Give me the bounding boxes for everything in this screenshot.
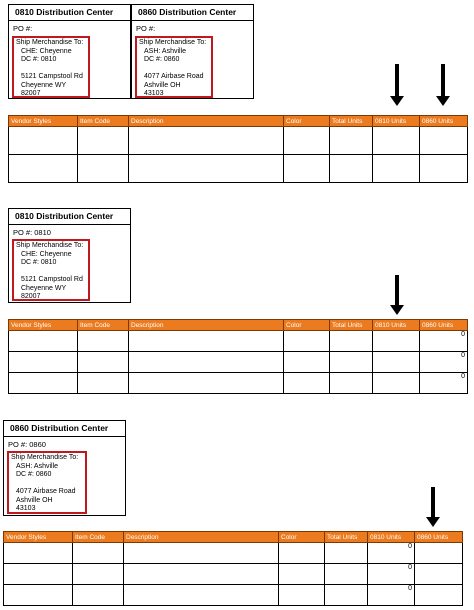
cell[interactable] [78,127,129,155]
table-row [9,331,468,352]
col-item-code: Item Code [78,320,129,331]
cell[interactable] [330,127,373,155]
cell[interactable] [325,585,368,606]
cell[interactable] [9,373,78,394]
col-total-units: Total Units [330,320,373,331]
cell[interactable] [124,543,279,564]
cell-0860-units[interactable]: 0 [420,373,468,394]
dc-box-0860 [3,420,126,516]
dc-title: 0810 Distribution Center [9,5,130,21]
cell[interactable] [373,373,420,394]
cell-0810-units[interactable]: 0 [368,585,415,606]
dc-box-0810 [8,208,131,303]
po-number-label: PO #: [13,24,33,33]
down-arrow-icon-0810 [390,64,404,106]
table-row [9,373,468,394]
cell[interactable] [373,331,420,352]
ship-to-address [7,451,87,514]
cell[interactable] [284,127,330,155]
cell[interactable] [129,155,284,183]
ship-store: ASH: Ashville [144,47,187,55]
cell[interactable] [129,331,284,352]
col-vendor-styles: Vendor Styles [9,116,78,127]
col-0860-units: 0860 Units [420,320,468,331]
cell[interactable] [9,331,78,352]
cell[interactable] [78,331,129,352]
col-description: Description [124,532,279,543]
cell[interactable] [420,155,468,183]
col-0810-units: 0810 Units [373,320,420,331]
ship-city-state: Cheyenne WY [21,81,67,89]
ship-to-address [12,239,90,301]
cell[interactable] [415,564,463,585]
col-0860-units: 0860 Units [420,116,468,127]
cell[interactable] [330,331,373,352]
cell[interactable] [330,155,373,183]
col-total-units: Total Units [325,532,368,543]
po-number-label: PO #: [136,24,156,33]
ship-street: 4077 Airbase Road [144,73,204,80]
ship-zip: 82007 [21,90,41,97]
cell-0860-units[interactable]: 0 [420,352,468,373]
cell[interactable] [78,352,129,373]
col-description: Description [129,116,284,127]
ship-heading: Ship Merchandise To: [11,454,79,461]
cell[interactable] [78,155,129,183]
cell[interactable] [129,352,284,373]
cell[interactable] [373,155,420,183]
dc-title: 0810 Distribution Center [9,209,130,225]
cell[interactable] [9,155,78,183]
table-row [9,127,468,155]
cell[interactable] [129,373,284,394]
col-color: Color [284,320,330,331]
ship-dc-number: DC #: 0860 [144,56,180,63]
col-description: Description [129,320,284,331]
cell[interactable] [330,373,373,394]
cell[interactable] [73,543,124,564]
dc-box-0810-top [8,4,131,99]
col-vendor-styles: Vendor Styles [4,532,73,543]
cell[interactable] [78,373,129,394]
ship-city-state: Cheyenne WY [21,284,67,292]
dc-title: 0860 Distribution Center [4,421,125,437]
cell[interactable] [4,585,73,606]
col-0810-units: 0810 Units [368,532,415,543]
col-item-code: Item Code [73,532,124,543]
col-vendor-styles: Vendor Styles [9,320,78,331]
ship-city-state: Ashville OH [144,81,181,89]
ship-city-state: Ashville OH [16,496,53,504]
cell[interactable] [279,564,325,585]
ship-to-address [12,36,90,98]
cell[interactable] [373,127,420,155]
ship-heading: Ship Merchandise To: [16,39,84,46]
cell[interactable] [420,127,468,155]
table-header-row [9,320,468,331]
table-row [4,543,463,564]
cell[interactable] [284,373,330,394]
cell[interactable] [73,585,124,606]
ship-zip: 43103 [144,90,164,97]
table-header-row [4,532,463,543]
cell[interactable] [9,127,78,155]
ship-to-address [135,36,213,98]
col-0860-units: 0860 Units [415,532,463,543]
ship-heading: Ship Merchandise To: [16,242,84,249]
ship-zip: 43103 [16,505,36,512]
cell[interactable] [330,352,373,373]
ship-zip: 82007 [21,293,41,300]
cell[interactable] [279,585,325,606]
ship-store: CHE: Cheyenne [21,47,72,55]
cell[interactable] [325,564,368,585]
cell[interactable] [73,564,124,585]
cell[interactable] [373,352,420,373]
cell[interactable] [284,352,330,373]
col-color: Color [284,116,330,127]
ship-store: ASH: Ashville [16,462,59,470]
cell[interactable] [284,331,330,352]
ship-heading: Ship Merchandise To: [139,39,207,46]
cell-0810-units[interactable]: 0 [368,543,415,564]
col-0810-units: 0810 Units [373,116,420,127]
ship-street: 5121 Campstool Rd [21,73,83,80]
ship-store: CHE: Cheyenne [21,250,72,258]
dc-box-0860-top [131,4,254,99]
cell[interactable] [4,543,73,564]
col-color: Color [279,532,325,543]
cell[interactable] [415,585,463,606]
cell[interactable] [279,543,325,564]
cell[interactable] [4,564,73,585]
cell[interactable] [415,543,463,564]
cell[interactable] [325,543,368,564]
table-header-row [9,116,468,127]
col-item-code: Item Code [78,116,129,127]
down-arrow-icon-0810 [390,275,404,315]
table-row [4,585,463,606]
ship-dc-number: DC #: 0860 [16,471,52,478]
po-number-label: PO #: 0860 [8,440,46,449]
down-arrow-icon-0860 [426,487,440,527]
ship-dc-number: DC #: 0810 [21,56,57,63]
cell[interactable] [284,155,330,183]
ship-street: 5121 Campstool Rd [21,276,83,283]
col-total-units: Total Units [330,116,373,127]
down-arrow-icon-0860 [436,64,450,106]
table-row [9,352,468,373]
ship-street: 4077 Airbase Road [16,488,76,495]
order-table-0810 [8,319,468,394]
cell-0810-units[interactable]: 0 [368,564,415,585]
ship-dc-number: DC #: 0810 [21,259,57,266]
table-row [9,155,468,183]
cell-0860-units[interactable]: 0 [420,331,468,352]
order-table-combined [8,115,468,183]
cell[interactable] [129,127,284,155]
cell[interactable] [124,564,279,585]
cell[interactable] [124,585,279,606]
cell[interactable] [9,352,78,373]
table-row [4,564,463,585]
dc-title: 0860 Distribution Center [132,5,253,21]
order-table-0860 [3,531,463,606]
po-number-label: PO #: 0810 [13,228,51,237]
